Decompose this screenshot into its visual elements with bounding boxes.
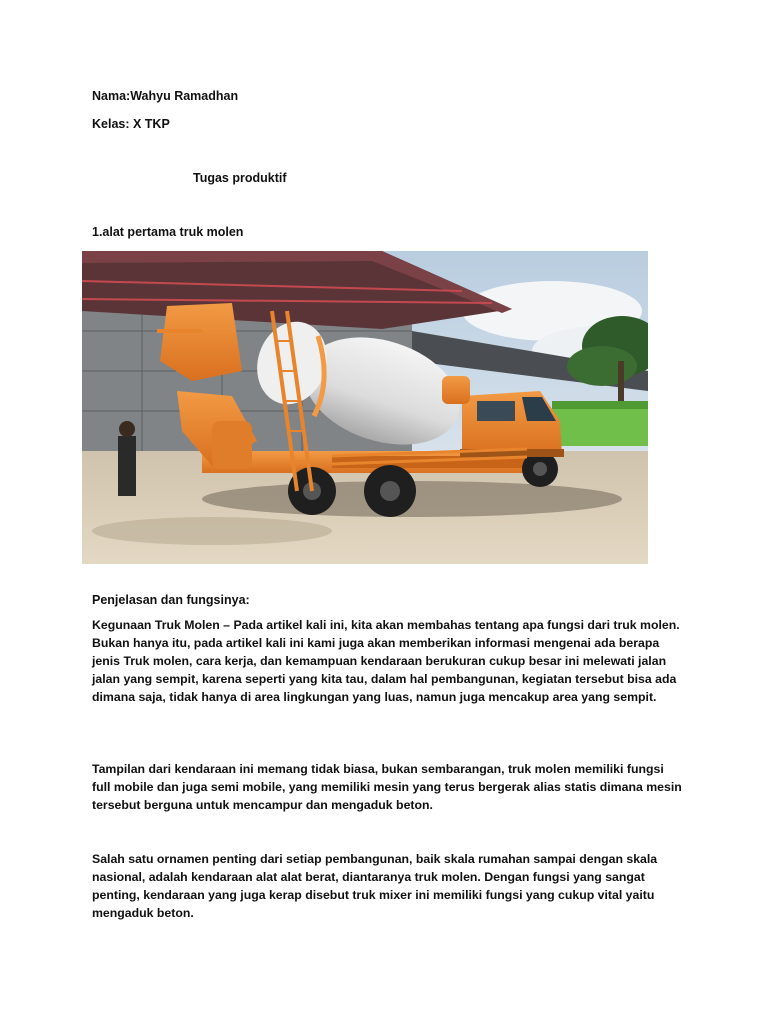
section-heading: 1.alat pertama truk molen xyxy=(92,225,244,239)
student-name: Nama:Wahyu Ramadhan xyxy=(92,89,239,103)
paragraph-1: Kegunaan Truk Molen – Pada artikel kali ini, kita akan membahas tentang apa fungsi dari truk molen. Bukan hanya itu, pada artikel kali ini kami juga akan memberikan informasi mengenai ada berapa jenis Truk molen, cara kerja, dan kemampuan kendaraan berukuran cukup besar ini melewati jalan jalan yang sempit, karena seperti yang kita tau, dalam hal pembangunan, kegiatan tersebut bisa ada dimana saja, tidak hanya di area lingkungan yang luas, namun juga mencakup area yang sempit. xyxy=(92,618,680,704)
explanation-heading: Penjelasan dan fungsinya: xyxy=(92,593,250,607)
document-title: Tugas produktif xyxy=(193,171,287,185)
paragraph-2: Tampilan dari kendaraan ini memang tidak biasa, bukan sembarangan, truk molen memiliki fungsi full mobile dan juga semi mobile, yang memiliki mesin yang terus bergerak alias statis dimana mesin tersebut berguna untuk mencampur dan mengaduk beton. xyxy=(92,762,682,812)
student-class: Kelas: X TKP xyxy=(92,117,170,131)
concrete-mixer-truck-photo xyxy=(82,251,648,564)
paragraph-3: Salah satu ornamen penting dari setiap pembangunan, baik skala rumahan sampai dengan skala nasional, adalah kendaraan alat alat berat, diantaranya truk molen. Dengan fungsi yang sangat penting, kendaraan yang juga kerap disebut truk mixer ini memiliki fungsi yang cukup vital yaitu mengaduk beton. xyxy=(92,852,658,920)
